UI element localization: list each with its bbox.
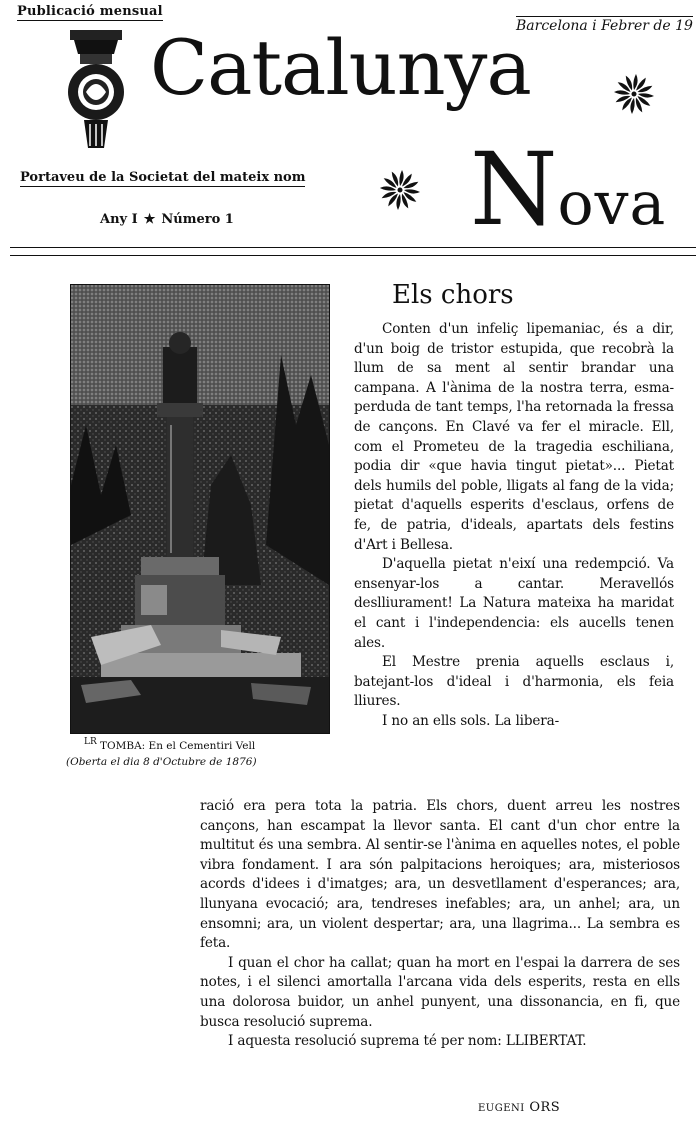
author-last-name: ORS [529,1100,561,1115]
dateline: Barcelona i Febrer de 19 [516,18,693,34]
article-column-right [354,320,674,731]
article-paragraph: I quan el chor ha callat; quan ha mort en l'espai la darrera de ses notes, i el silenci amortalla l'arcana vida dels esperits, resta en ells una dolorosa buidor, un anhel punyent, una dissonancia, en fi, que busca resolució suprema. [200,954,680,1030]
article-paragraph: I aquesta resolució suprema té per nom: LLIBERTAT. [228,1033,587,1050]
caption-line-1: TOMBA: En el Cementiri Vell [100,740,256,752]
figure-caption [62,738,332,770]
author-first-name: EUGENI [478,1103,525,1114]
issue-number: Número 1 [161,212,234,227]
article-paragraph: I no an ells sols. La libera- [382,712,560,729]
title-nova-initial: N [470,131,558,248]
tomb-photograph [70,284,330,734]
sunburst-ornament-icon [378,168,422,212]
article-paragraph: Conten d'un infeliç lipemaniac, és a dir, d'un boig de tristor estupida, que recobrà la llum de sa ment al sentir brandar una campana. A l'ànima de la nostra terra, esma-perduda de tant temps, l'ha retornada la fressa de cançons. En Clavé va fer el miracle. Ell, com el Prometeu de la tragedia eschiliana, podia dir «que havia tingut pietat»... Pietat dels humils del poble, lligats al fang de la vida; pietat d'aquells esperits d'esclaus, orfens de fe, de patria, d'ideals, apartats dels festins d'Art i Bellesa. [354,321,674,553]
article-paragraph: El Mestre prenia aquells esclaus i, batejant-los d'ideal i d'harmonia, els feia lliures. [354,654,674,710]
title-nova-rest: ova [557,169,667,239]
tagline: Portaveu de la Societat del mateix nom [20,170,306,185]
article-paragraph: ració era pera tota la patria. Els chors, duent arreu les nostres cançons, han escampat la llevor santa. El cant d'un chor entre la multitut és una sembra. Al sentir-se l'ànima en aquelles notes, el poble vibra fondament. I ara són palpitacions heroiques; ara, misteriosos acords d'idees i d'imatges; ara, un desvetllament d'esperances; ara, llunyana evocació; ara, tendreses inefables; ara, un anhel; ara, un ensomni; ara, un violent despertar; ara, una llagrima... La sembra es feta. [200,798,680,952]
title-catalunya: Catalunya [150,23,531,112]
star-separator-icon: ★ [143,212,156,227]
article-paragraph: D'aquella pietat n'eixí una redempció. Va ensenyar-los a cantar. Meravellós deslliurament! La Natura mateixa ha maridat el cant i l'independencia: els aucells tenen ales. [354,556,674,651]
sunburst-ornament-icon [612,72,656,116]
author-signature [478,1100,560,1115]
caption-line-2: (Oberta el dia 8 d'Octubre de 1876) [66,756,257,768]
masthead-rule [10,255,696,256]
article-column-wide [200,797,680,1052]
title-nova [470,131,667,248]
issue-info [100,212,234,227]
emblem-icon [60,24,132,152]
article-title: Els chors [392,280,514,310]
masthead-rule [10,247,696,248]
year: Any I [100,212,138,227]
figure-mark: LR [84,737,97,747]
publication-frequency: Publicació mensual [17,4,163,19]
